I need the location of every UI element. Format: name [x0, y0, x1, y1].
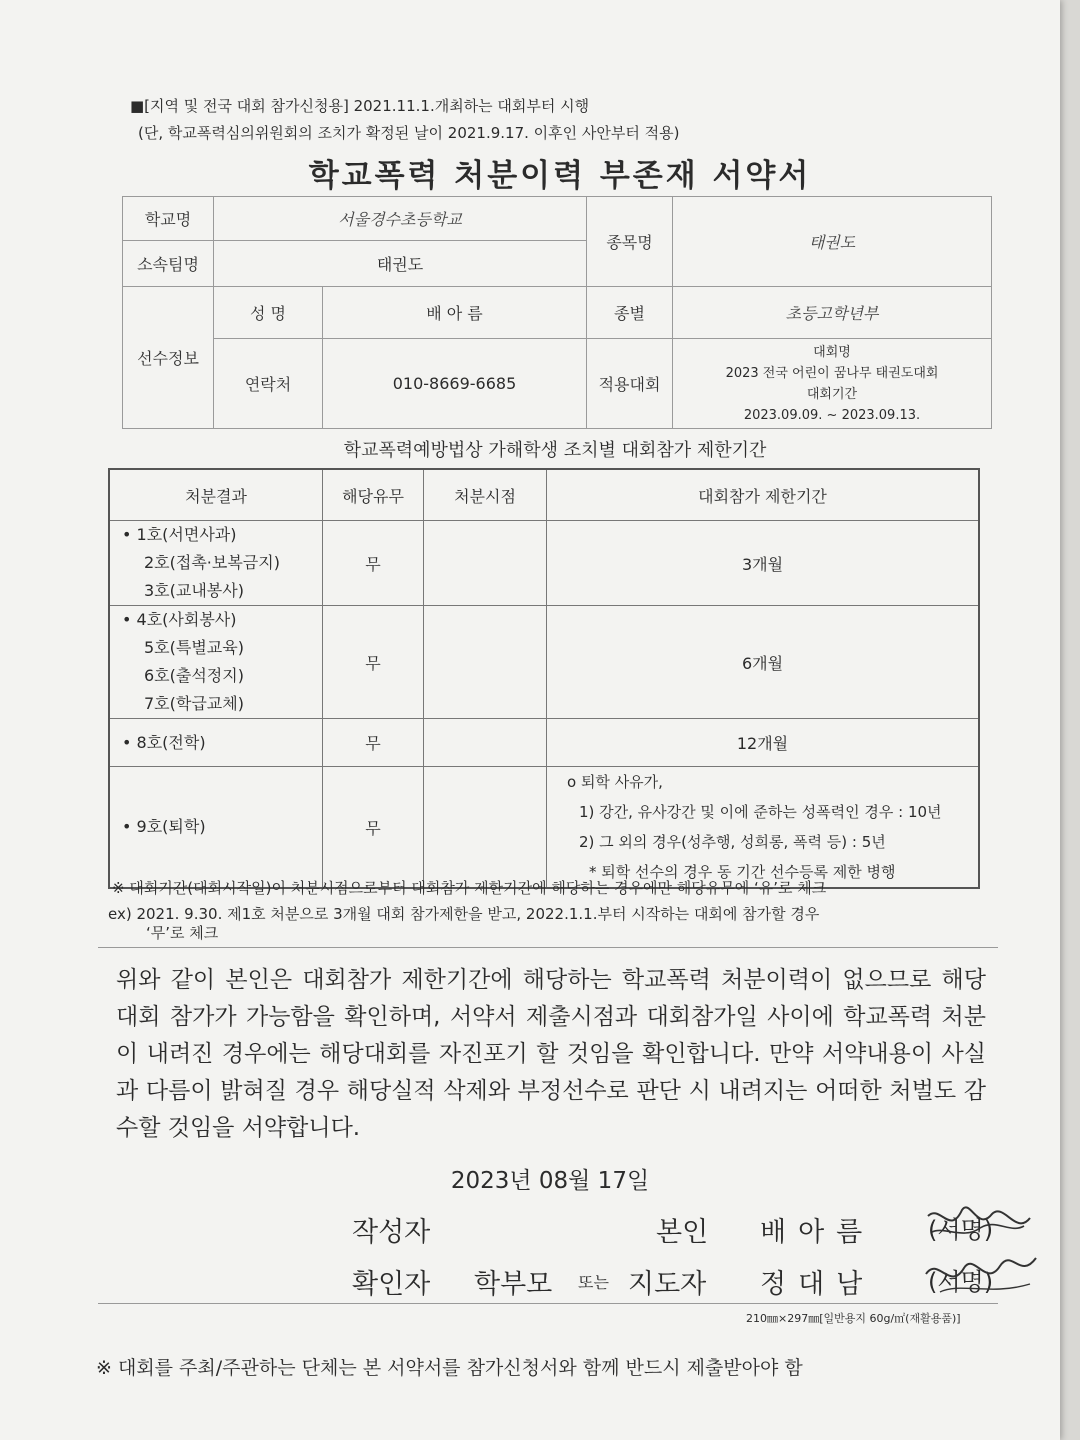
- item: 5호(특별교육): [144, 638, 244, 657]
- header-notice: ■[지역 및 전국 대회 참가신청용] 2021.11.1.개최하는 대회부터 시행: [130, 97, 590, 115]
- page-title: 학교폭력 처분이력 부존재 서약서: [308, 158, 812, 194]
- note-check: ※ 대회기간(대회시작일)이 처분시점으로부터 대회참가 제한기간에 해당하는 경우에만 해당유무에 ‘유’로 체크: [112, 879, 827, 897]
- item: 6호(출석정지): [144, 666, 244, 685]
- row1-items: [109, 521, 323, 606]
- comp-name-value: 2023 전국 어린이 꿈나무 태권도대회: [725, 365, 939, 381]
- item: 7호(학급교체): [144, 694, 244, 713]
- restriction-subtitle: 학교폭력예방법상 가해학생 조치별 대회참가 제한기간: [343, 440, 767, 461]
- row4-time: [424, 767, 547, 889]
- row4-items: [109, 767, 323, 889]
- confirmer-role-parent: 학부모: [474, 1269, 553, 1300]
- header-period: 대회참가 제한기간: [547, 469, 980, 521]
- note: 2) 그 외의 경우(성추행, 성희롱, 폭력 등) : 5년: [579, 833, 886, 851]
- name-value: 배 아 름: [323, 287, 587, 339]
- handwritten-signature: [920, 1196, 1040, 1300]
- contact-value: 010-8669-6685: [323, 339, 587, 429]
- pledge-body: 위와 같이 본인은 대회참가 제한기간에 해당하는 학교폭력 처분이력이 없으므로 해당 대회 참가가 가능함을 확인하며, 서약서 제출시점과 대회참가일 사이에 학교폭력 처분이 내려진 경우에는 해당대회를 자진포기 할 것임을 확인합니다. 만약 서약내용이 사실과 다름이 밝혀질 경우 해당실적 삭제와 부정선수로 판단 시 내려지는 어떠한 처벌도 감수할 것임을 서약합니다.: [116, 967, 986, 1141]
- comp-name-label: 대회명: [813, 344, 851, 360]
- gender-value: 초등고학년부: [673, 287, 992, 339]
- school-label: 학교명: [123, 197, 214, 241]
- row3-period: 12개월: [547, 719, 980, 767]
- note-example-cont: ‘무’로 체크: [146, 924, 219, 942]
- note: 1) 강간, 유사강간 및 이에 준하는 성폭력인 경우 : 10년: [579, 803, 942, 821]
- row3-time: [424, 719, 547, 767]
- item: • 9호(퇴학): [122, 817, 206, 836]
- item: • 1호(서면사과): [122, 525, 237, 544]
- competition-detail: [673, 339, 992, 429]
- row4-applicable: 무: [323, 767, 424, 889]
- writer-label: 작성자: [352, 1217, 431, 1248]
- row1-period: 3개월: [547, 521, 980, 606]
- writer-role: 본인: [656, 1217, 709, 1248]
- divider: [98, 947, 998, 948]
- item: 2호(접촉·보복금지): [144, 553, 280, 572]
- applied-competition-label: 적용대회: [587, 339, 673, 429]
- row1-time: [424, 521, 547, 606]
- row2-period: 6개월: [547, 606, 980, 719]
- row1-applicable: 무: [323, 521, 424, 606]
- confirmer-role-coach: 지도자: [628, 1269, 707, 1300]
- confirmer-or: 또는: [578, 1273, 609, 1292]
- confirmer-name: 정대남: [760, 1269, 875, 1300]
- row4-notes: [547, 767, 980, 889]
- player-info-label: 선수정보: [123, 287, 214, 429]
- pledge-date: 2023년 08월 17일: [450, 1168, 650, 1194]
- event-value: 태권도: [673, 197, 992, 287]
- row2-applicable: 무: [323, 606, 424, 719]
- restriction-table: [108, 468, 980, 889]
- note: o 퇴학 사유가,: [567, 773, 663, 791]
- name-label: 성 명: [214, 287, 323, 339]
- paper-spec: 210㎜×297㎜[일반용지 60g/㎡(재활용품)]: [746, 1312, 961, 1325]
- header-result: 처분결과: [109, 469, 323, 521]
- footer-note: ※ 대회를 주최/주관하는 단체는 본 서약서를 참가신청서와 함께 반드시 제출받아야 함: [96, 1357, 803, 1379]
- item: • 8호(전학): [122, 732, 206, 752]
- header-time: 처분시점: [424, 469, 547, 521]
- row2-time: [424, 606, 547, 719]
- comp-period-label: 대회기간: [806, 386, 858, 402]
- writer-sign-label: (서명): [928, 1216, 994, 1244]
- note-example: ex) 2021. 9.30. 제1호 처분으로 3개월 대회 참가제한을 받고, 2022.1.1.부터 시작하는 대회에 참가할 경우: [108, 905, 820, 923]
- info-table: [122, 196, 992, 429]
- gender-label: 종별: [587, 287, 673, 339]
- school-value: 서울경수초등학교: [214, 197, 587, 241]
- writer-name: 배아름: [760, 1217, 875, 1248]
- event-label: 종목명: [587, 197, 673, 287]
- note: * 퇴학 선수의 경우 동 기간 선수등록 제한 병행: [589, 863, 896, 881]
- team-value: 태권도: [214, 241, 587, 287]
- row3-applicable: 무: [323, 719, 424, 767]
- header-subnotice: (단, 학교폭력심의위원회의 조치가 확정된 날이 2021.9.17. 이후인 사안부터 적용): [138, 124, 680, 142]
- comp-period-value: 2023.09.09. ~ 2023.09.13.: [743, 407, 921, 423]
- row3-items: [109, 719, 323, 767]
- row2-items: [109, 606, 323, 719]
- divider: [98, 1303, 998, 1304]
- item: 3호(교내봉사): [144, 581, 244, 600]
- contact-label: 연락처: [214, 339, 323, 429]
- item: • 4호(사회봉사): [122, 610, 237, 629]
- header-applicable: 해당유무: [323, 469, 424, 521]
- confirmer-label: 확인자: [352, 1269, 431, 1300]
- team-label: 소속팀명: [123, 241, 214, 287]
- confirmer-sign-label: (서명): [928, 1268, 994, 1296]
